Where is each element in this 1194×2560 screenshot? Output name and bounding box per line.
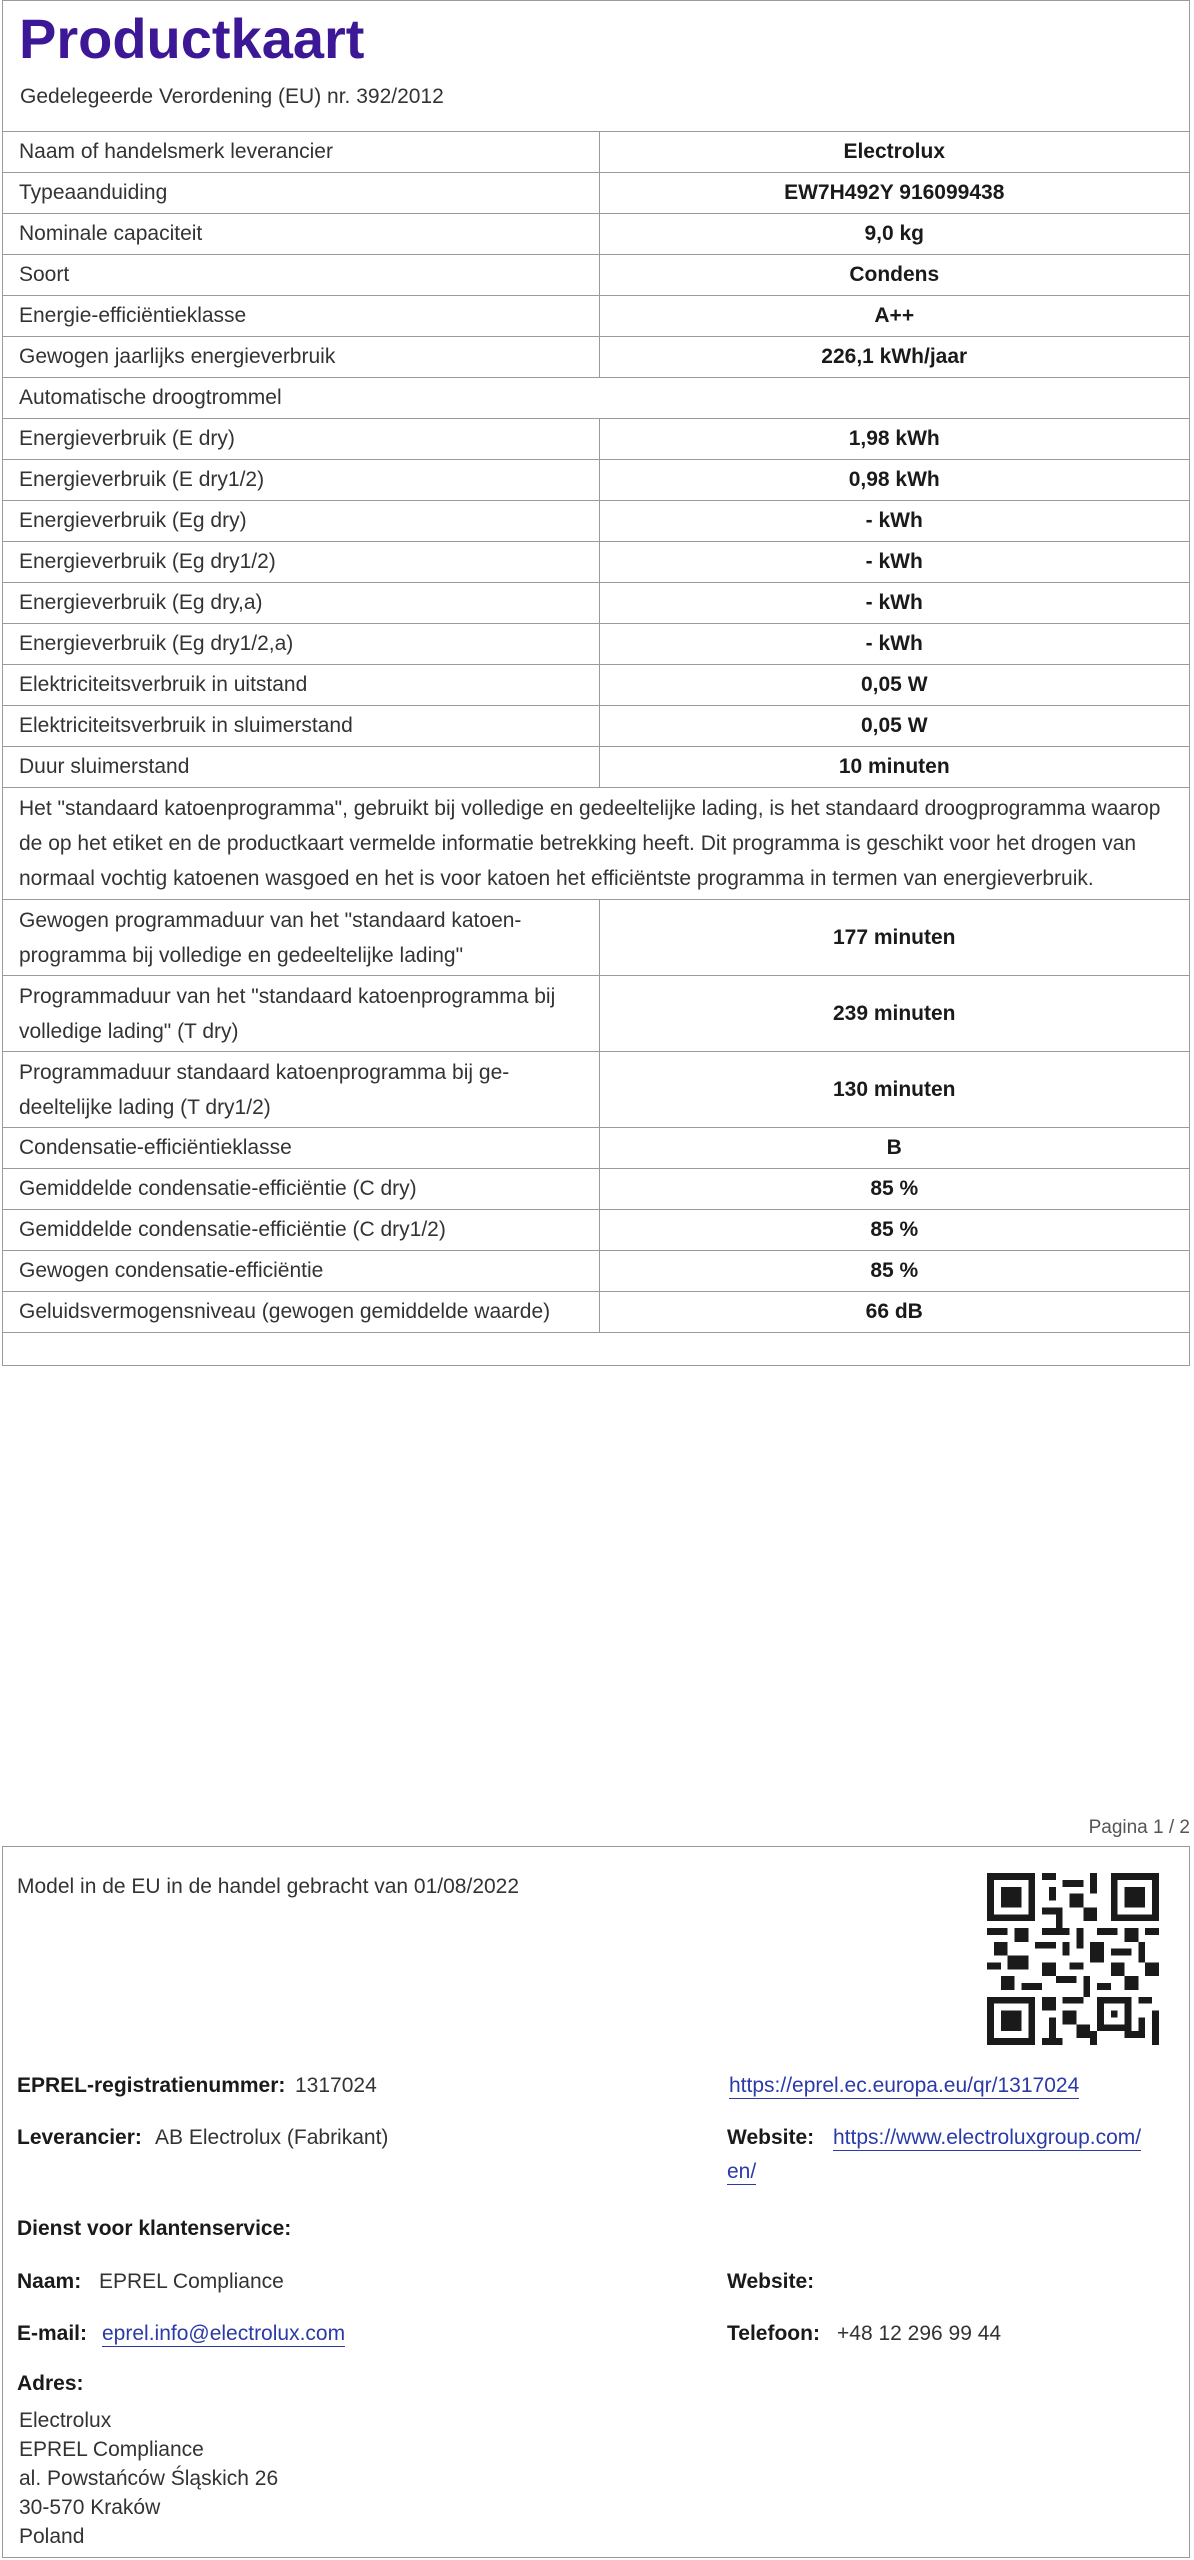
row-value: 85 % — [599, 1210, 1189, 1251]
section-row-auto-dryer — [3, 378, 1189, 419]
table-row — [3, 900, 1189, 976]
table-row — [3, 1292, 1189, 1333]
table-row — [3, 460, 1189, 501]
table-row — [3, 255, 1189, 296]
website-label: Website: — [727, 2126, 815, 2149]
table-row — [3, 665, 1189, 706]
name-label: Naam: — [17, 2270, 82, 2293]
address-line: 30-570 Kraków — [19, 2496, 161, 2519]
page-title: Productkaart — [19, 7, 365, 70]
row-label: Gewogen condensatie-efficiëntie — [3, 1251, 599, 1292]
program-note: Het "standaard katoenprogramma", gebruikt bij volledige en gedeeltelijke lading, is het standaard droogprogramma waarop de op het etiket en de productkaart vermelde informatie betrekking heeft. Dit programma is geschikt voor het drogen van normaal vochtig katoenen wasgoed en het is voor katoen het efficiëntste programma in termen van energieverbruik. — [3, 788, 1189, 900]
row-label: Energieverbruik (E dry1/2) — [3, 460, 599, 501]
table-row — [3, 1052, 1189, 1128]
email-link[interactable]: eprel.info@electrolux.com — [102, 2322, 346, 2345]
row-value: - kWh — [599, 501, 1189, 542]
row-label: Gemiddelde condensatie-efficiëntie (C dry) — [3, 1169, 599, 1210]
row-value: 130 minuten — [599, 1052, 1189, 1128]
row-value: 0,05 W — [599, 665, 1189, 706]
row-label: Geluidsvermogensniveau (gewogen gemiddelde waarde) — [3, 1292, 599, 1333]
row-value: 239 minuten — [599, 976, 1189, 1052]
row-value: 0,98 kWh — [599, 460, 1189, 501]
row-value: - kWh — [599, 624, 1189, 665]
row-value: 0,05 W — [599, 706, 1189, 747]
row-value: - kWh — [599, 542, 1189, 583]
row-value: 226,1 kWh/jaar — [599, 337, 1189, 378]
row-label: Energieverbruik (Eg dry,a) — [3, 583, 599, 624]
row-value: 85 % — [599, 1251, 1189, 1292]
phone-value: +48 12 296 99 44 — [837, 2322, 1002, 2345]
row-label: Elektriciteitsverbruik in sluimerstand — [3, 706, 599, 747]
qr-code-icon — [987, 1873, 1159, 2045]
row-label: Elektriciteitsverbruik in uitstand — [3, 665, 599, 706]
row-label: Gemiddelde condensatie-efficiëntie (C dry1/2) — [3, 1210, 599, 1251]
eprel-label: EPREL-registratienummer: — [17, 2074, 286, 2097]
row-label: Condensatie-efficiëntieklasse — [3, 1128, 599, 1169]
row-label: Programmaduur van het "standaard katoenprogramma bij volledige lading" (T dry) — [3, 976, 599, 1052]
row-label: Energieverbruik (Eg dry) — [3, 501, 599, 542]
address-line: al. Powstańców Śląskich 26 — [19, 2467, 279, 2490]
regulation-reference: Gedelegeerde Verordening (EU) nr. 392/2012 — [20, 85, 444, 108]
row-value: 10 minuten — [599, 747, 1189, 788]
customer-service-heading: Dienst voor klantenservice: — [17, 2217, 292, 2240]
row-label: Programmaduur standaard katoenprogramma bij ge-deeltelijke lading (T dry1/2) — [3, 1052, 599, 1128]
row-value: 177 minuten — [599, 900, 1189, 976]
service-website-label: Website: — [727, 2270, 815, 2293]
address-label: Adres: — [17, 2372, 84, 2395]
row-value: 85 % — [599, 1169, 1189, 1210]
phone-label: Telefoon: — [727, 2322, 820, 2345]
table-row — [3, 542, 1189, 583]
name-value: EPREL Compliance — [99, 2270, 284, 2293]
table-row — [3, 976, 1189, 1052]
row-label: Gewogen jaarlijks energieverbruik — [3, 337, 599, 378]
eprel-number: 1317024 — [295, 2074, 377, 2097]
table-row — [3, 337, 1189, 378]
supplier-value: AB Electrolux (Fabrikant) — [155, 2126, 389, 2149]
website-link-continued[interactable]: en/ — [727, 2160, 757, 2183]
row-label: Energie-efficiëntieklasse — [3, 296, 599, 337]
row-value: A++ — [599, 296, 1189, 337]
row-label: Gewogen programmaduur van het "standaard katoen-programma bij volledige en gedeeltelijke lading" — [3, 900, 599, 976]
email-label: E-mail: — [17, 2322, 88, 2345]
model-date: Model in de EU in de handel gebracht van 01/08/2022 — [17, 1875, 520, 1898]
row-label: Duur sluimerstand — [3, 747, 599, 788]
row-value: 66 dB — [599, 1292, 1189, 1333]
table-row — [3, 1169, 1189, 1210]
table-row — [3, 501, 1189, 542]
table-row — [3, 296, 1189, 337]
row-label: Energieverbruik (E dry) — [3, 419, 599, 460]
table-row — [3, 747, 1189, 788]
address-block — [19, 2406, 278, 2551]
row-label: Energieverbruik (Eg dry1/2) — [3, 542, 599, 583]
table-row — [3, 173, 1189, 214]
section-label: Automatische droogtrommel — [3, 378, 1189, 419]
table-row — [3, 1251, 1189, 1292]
row-value: 1,98 kWh — [599, 419, 1189, 460]
table-row — [3, 624, 1189, 665]
product-sheet — [2, 0, 1190, 1366]
program-note-row — [3, 788, 1189, 900]
table-row — [3, 1128, 1189, 1169]
table-row — [3, 706, 1189, 747]
page-number: Pagina 1 / 2 — [1088, 1817, 1190, 1838]
row-label: Nominale capaciteit — [3, 214, 599, 255]
table-row — [3, 214, 1189, 255]
row-value: Condens — [599, 255, 1189, 296]
table-row — [3, 1210, 1189, 1251]
row-value: 9,0 kg — [599, 214, 1189, 255]
row-value: EW7H492Y 916099438 — [599, 173, 1189, 214]
supplier-label: Leverancier: — [17, 2126, 142, 2149]
row-value: - kWh — [599, 583, 1189, 624]
row-label: Typeaanduiding — [3, 173, 599, 214]
table-row — [3, 132, 1189, 173]
row-value: Electrolux — [599, 132, 1189, 173]
row-value: B — [599, 1128, 1189, 1169]
address-line: EPREL Compliance — [19, 2438, 204, 2461]
address-line: Electrolux — [19, 2409, 112, 2432]
row-label: Naam of handelsmerk leverancier — [3, 132, 599, 173]
address-line: Poland — [19, 2525, 85, 2548]
row-label: Energieverbruik (Eg dry1/2,a) — [3, 624, 599, 665]
website-link[interactable]: https://www.electroluxgroup.com/ — [833, 2126, 1142, 2149]
registration-info-box — [2, 1846, 1190, 2558]
row-label: Soort — [3, 255, 599, 296]
eprel-link[interactable]: https://eprel.ec.europa.eu/qr/1317024 — [729, 2074, 1080, 2097]
table-row — [3, 419, 1189, 460]
table-row — [3, 583, 1189, 624]
spec-table — [3, 131, 1189, 1333]
